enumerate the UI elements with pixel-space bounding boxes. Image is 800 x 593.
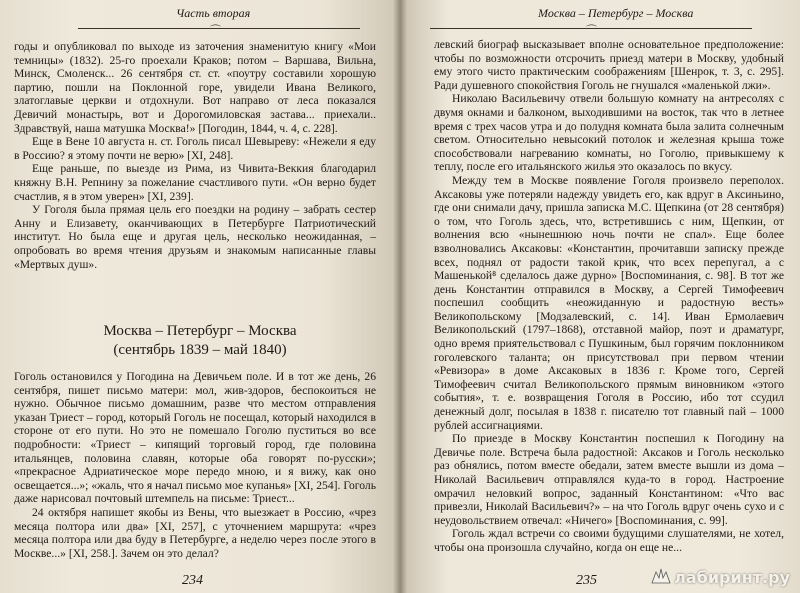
paragraph: Между тем в Москве появление Гоголя произвело переполох. Аксаковы уже потеряли надежду увидеть его, как вдруг в Аксиньино, где они снимали дачу, пришла записка М.С. Щепкина (от 28 сентября) о том, что Гоголь здесь, что, встретившись с ним, Щепкин, от волнения всю «нынешнюю ночь почти не спал». Еще более взволновались Аксаковы: «Константин, прочитавши записку прежде всех, поднял от радости такой крик, что всех перепугал, а с Машенькой⁸ сделалось даже дурно» [Воспоминания, с. 98]. В тот же день Константин отправился в Москву, а Сергей Тимофеевич поспешил сообщить «неожиданную и радостную весть» Великопольскому [Модзалевский, с. 14]. Иван Ермолаевич Великопольский (1797–1868), отставной майор, поэт и драматург, одно время приятельствовал с Пушкиным, был горячим поклонником гоголевского таланта; он присутствовал при первом чтении «Ревизора» в доме Аксаковых в 1836 г. Кроме того, Сергей Тимофеевич считал Великопольского прямым виновником «этого события», т. е. возвращения Гоголя в Россию, ибо тот ссудил денежный долг, посылая в 1838 г. писателю тот главный пай – 1000 рублей ассигнациями. bbox=[434, 173, 784, 432]
paragraph: Николаю Васильевичу отвели большую комнату на антресолях с двумя окнами и балконом, выходившими на восток, так что в летнее время с трех часов утра и до полудня комната была залита солнечным светом. Относительно невысокий потолок и железная крыша тоже способствовали нагреванию комнаты, но Гоголю, привыкшему к теплу, после его итальянского жилья это оказалось по вкусу. bbox=[434, 92, 784, 174]
left-top-text bbox=[14, 40, 376, 271]
paragraph: годы и опубликовал по выходе из заточения знаменитую книгу «Мои темницы» (1832). 25-го проехали Краков; потом – Варшава, Вильна, Минск, Смоленск... 26 сентября ст. ст. «поутру составили хорошую партию, пошли на Поклонной горе, увидели Ивана Великого, златоглавые церкви и отдохнули. Вот направо от леса показался Девичий монастырь, вот и Дорогомиловская застава... приехали.. Здравствуй, наша матушка Москва!» [Погодин, 1844, ч. 4, с. 228]. bbox=[14, 40, 376, 135]
paragraph: левский биограф высказывает вполне основательное предположение: чтобы по возможности отсрочить приезд матери в Москву, удобный ему этого чисто практическим соображениям [Шенрок, т. 3, с. 295]. Ради душевного спокойствия Гоголь не гнушался «маленькой лжи». bbox=[434, 38, 784, 92]
paragraph: У Гоголя была прямая цель его поездки на родину – забрать сестер Анну и Елизавету, оканчивающих в Петербурге Патриотический институт. Но была еще и другая цель, несколько неожиданная, – опробовать во время чтения друзьям и знакомым написанные главы «Мертвых душ». bbox=[14, 203, 376, 271]
labirint-logo-icon bbox=[650, 566, 672, 586]
header-ornament-icon: ⌒ bbox=[586, 24, 597, 37]
paragraph: Гоголь остановился у Погодина на Девичьем поле. И в тот же день, 26 сентября, пишет письмо матери: мол, жив-здоров, беспокоиться не нужно. Обычное письмо домашним, разве что местом отправления указан Триест – город, который Гоголь не посещал, который находился в стороне от его пути. Но это не помешало Гоголю пуститься во все подробности: «Триест – кипящий торговый город, где половина итальянцев, половина славян, которые оба говорят по-русски»; «прекрасное Адриатическое море передо мною, и я вижу, как оно освещается...»; «жаль, что я начал письмо мое купанья» [XI, 254]. Гоголь даже нарисовал почтовый штемпель на письме: Триест... bbox=[14, 370, 376, 506]
paragraph: 24 октября напишет якобы из Вены, что выезжает в Россию, «чрез месяца полтора или два» [XI, 257], с уточнением маршрута: «чрез месяца полтора или два буду в Петербурге, а неделю через после этого в Москве...» [XI, 258.]. Зачем он это делал? bbox=[14, 505, 376, 560]
chapter-title: Москва – Петербург – Москва bbox=[103, 323, 297, 339]
chapter-dates: (сентябрь 1839 – май 1840) bbox=[113, 342, 287, 358]
left-page-number: 234 bbox=[182, 573, 203, 588]
header-ornament-icon: ⌒ bbox=[210, 24, 221, 37]
watermark bbox=[650, 566, 790, 587]
right-page-number: 235 bbox=[576, 573, 597, 588]
paragraph: По приезде в Москву Константин поспешил к Погодину на Девичье поле. Встреча была радостной: Аксаков и Гоголь несколько раз обнялись, потом вместе обедали, затем вместе вышли из дома – Николай Васильевич отправлялся куда-то в город. Настроение омрачил неловкий вопрос, заданный Константином: «Что вас привезли, Николай Васильевич?» – на что Гоголь вдруг очень сухо и с неудовольствием отвечал: «Ничего» [Воспоминания, с. 99]. bbox=[434, 432, 784, 527]
watermark-text: лабиринт.ру bbox=[674, 568, 790, 587]
paragraph: Еще в Вене 10 августа н. ст. Гоголь писал Шевыреву: «Нежели я еду в Россию? я этому почти не верю» [XI, 248]. bbox=[14, 135, 376, 162]
book-gutter bbox=[393, 0, 407, 593]
right-page bbox=[400, 0, 800, 593]
paragraph: Еще раньше, по выезде из Рима, из Чивита-Веккия благодарил княжну В.Н. Репнину за пожелание счастливого пути. «Он верно будет счастлив, я в этом уверен» [XI, 239]. bbox=[14, 162, 376, 203]
right-running-head: Москва – Петербург – Москва bbox=[538, 6, 694, 20]
left-bottom-text bbox=[14, 370, 376, 560]
left-running-head: Часть вторая bbox=[176, 6, 251, 20]
right-text bbox=[434, 38, 784, 555]
paragraph: Гоголь ждал встречи со своими будущими слушателями, не хотел, чтобы она произошла случайно, когда он еще не... bbox=[434, 527, 784, 554]
